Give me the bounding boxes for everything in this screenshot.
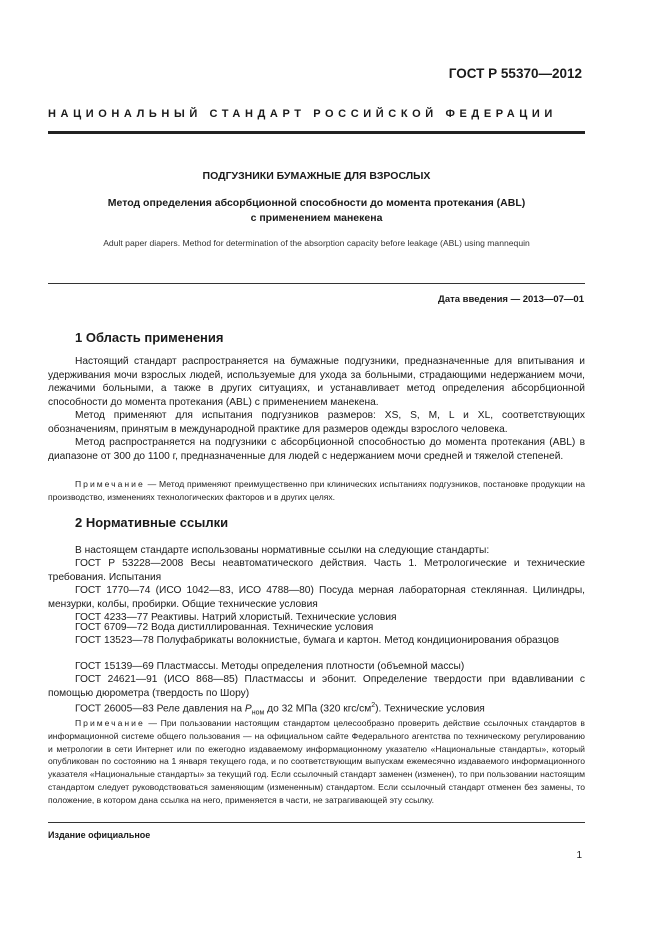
note-text: — При пользовании настоящим стандартом целесообразно проверить действие ссылочных стандартов в информационной системе общего пользования — на официальном сайте Федерального агентства по техническому регулированию и метрологии в сети Интернет или по ежегодно издаваемому информационному указателю «Национальные стандарты», который опубликован по состоянию на 1 января текущего года, и по соответствующим выпускам ежемесячно издаваемого информационного указателя «Национальные стандарты» за текущий год. Если ссылочный стандарт заменен (изменен), то при пользовании настоящим стандартом следует руководствоваться заменяющим (измененным) стандартом. Если ссылочный стандарт отменен без замены, то положение, в котором дана ссылка на него, применяется в части, не затрагивающей эту ссылку. xyxy=(48,718,585,805)
footer-divider xyxy=(48,822,585,823)
section-1-paragraph-2: Метод применяют для испытания подгузников размеров: XS, S, M, L и XL, соответствующих обозначениям, принятым в международной практике для размеров одежды взрослого человека. xyxy=(48,410,585,435)
reference-item: ГОСТ 4233—77 Реактивы. Натрий хлористый. Технические условия xyxy=(75,612,397,623)
english-title: Adult paper diapers. Method for determination of the absorption capacity before leakage (ABL) using mannequin xyxy=(103,238,530,248)
subtitle-line-2: с применением манекена xyxy=(250,211,383,224)
date-divider xyxy=(48,283,585,284)
document-number: ГОСТ Р 55370—2012 xyxy=(448,66,582,81)
section-2-intro: В настоящем стандарте использованы нормативные ссылки на следующие стандарты: xyxy=(75,545,490,556)
document-subtitle xyxy=(48,196,585,225)
section-2-heading: 2 Нормативные ссылки xyxy=(75,515,229,530)
edition-label: Издание официальное xyxy=(48,830,151,840)
date-of-introduction: Дата введения — 2013—07—01 xyxy=(438,294,584,305)
section-1-note xyxy=(48,478,585,504)
section-1-paragraph-3: Метод распространяется на подгузники с абсорбционной способностью до момента протекания (ABL) в диапазоне от 300 до 1100 г, предназначенные для людей с недержанием мочи средней и тяжелой степеней. xyxy=(48,437,585,462)
note-label: Примечание xyxy=(75,718,145,728)
reference-item: ГОСТ 6709—72 Вода дистиллированная. Технические условия xyxy=(75,622,374,633)
reference-item: ГОСТ Р 53228—2008 Весы неавтоматического действия. Часть 1. Метрологические и технические требования. Испытания xyxy=(48,558,585,583)
reference-item: ГОСТ 26005—83 Реле давления на $P_{ном}$ до 32 МПа (320 кгс/$см^2$). Технические условия xyxy=(75,702,485,717)
section-1-heading: 1 Область применения xyxy=(75,330,224,345)
note-label: Примечание xyxy=(75,479,145,489)
document-title: ПОДГУЗНИКИ БУМАЖНЫЕ ДЛЯ ВЗРОСЛЫХ xyxy=(202,170,431,182)
reference-item: ГОСТ 13523—78 Полуфабрикаты волокнистые, бумага и картон. Метод кондиционирования образцов xyxy=(75,635,560,646)
reference-item: ГОСТ 15139—69 Пластмассы. Методы определения плотности (объемной массы) xyxy=(75,661,465,672)
note-text: — Метод применяют преимущественно при клинических испытаниях подгузников, постановке продукции на производство, изменениях технологических факторов и в других целях. xyxy=(48,479,585,502)
page-number: 1 xyxy=(576,850,582,861)
subtitle-line-1: Метод определения абсорбционной способности до момента протекания (ABL) xyxy=(107,197,526,209)
section-1-paragraph-1: Настоящий стандарт распространяется на бумажные подгузники, предназначенные для впитывания и удерживания мочи взрослых людей, используемые для ухода за больными, страдающими недержанием мочи, лежачими больными, а также в других ситуациях, и устанавливает метод определения абсорбционной способности до момента протекания (ABL) с применением манекена. xyxy=(48,356,585,408)
national-standard-banner: НАЦИОНАЛЬНЫЙ СТАНДАРТ РОССИЙСКОЙ ФЕДЕРАЦИИ xyxy=(48,108,557,120)
reference-item: ГОСТ 24621—91 (ИСО 868—85) Пластмассы и эбонит. Определение твердости при вдавливании с помощью дюрометра (твердость по Шору) xyxy=(48,674,585,699)
header-divider xyxy=(48,131,585,134)
section-2-note xyxy=(48,717,585,807)
reference-item: ГОСТ 1770—74 (ИСО 1042—83, ИСО 4788—80) Посуда мерная лабораторная стеклянная. Цилиндры, мензурки, колбы, пробирки. Общие технические условия xyxy=(48,585,585,610)
